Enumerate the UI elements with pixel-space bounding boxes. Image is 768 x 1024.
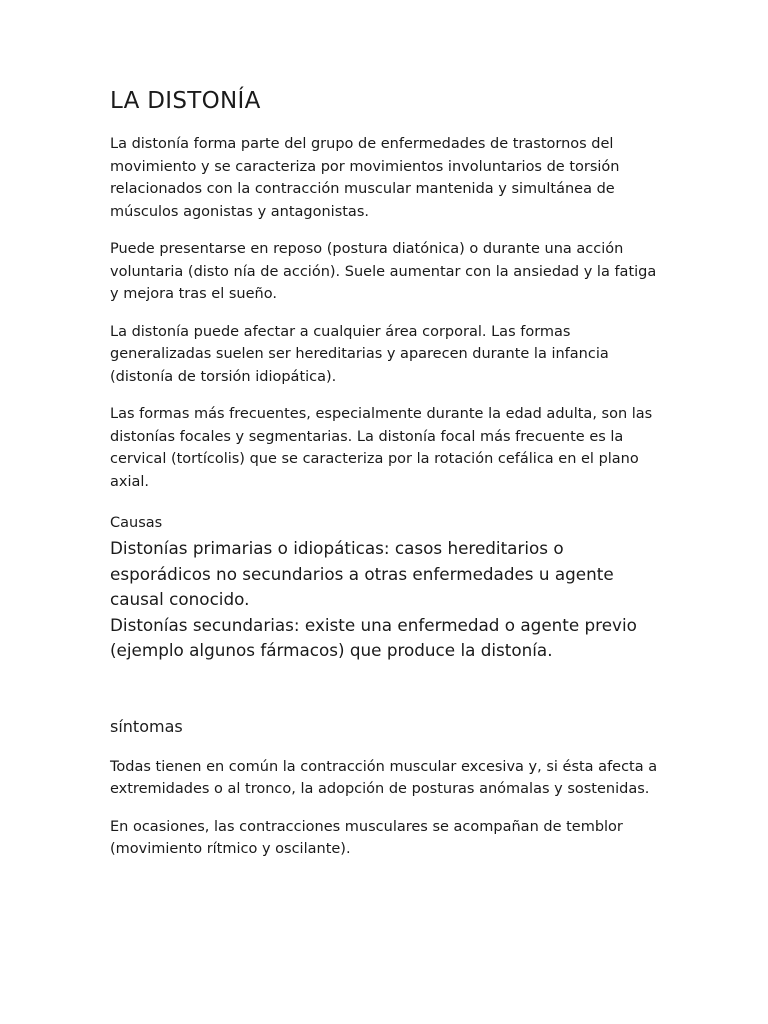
paragraph-presentation: Puede presentarse en reposo (postura diatónica) o durante una acción voluntaria (disto nía de acción). Suele aumentar con la ansiedad y la fatiga y mejora tras el sueño. bbox=[110, 241, 657, 302]
paragraph-sintomas-contraction: Todas tienen en común la contracción muscular excesiva y, si ésta afecta a extremidades o al tronco, la adopción de posturas anómalas y sostenidas. bbox=[110, 758, 658, 797]
paragraph-affected-areas: La distonía puede afectar a cualquier área corporal. Las formas generalizadas suelen ser hereditarias y aparecen durante la infancia (distonía de torsión idiopática). bbox=[110, 323, 609, 385]
document-title: LA DISTONÍA bbox=[110, 88, 261, 114]
causas-list bbox=[110, 536, 668, 664]
paragraph-sintomas-tremor: En ocasiones, las contracciones musculares se acompañan de temblor (movimiento rítmico y oscilante). bbox=[110, 818, 623, 857]
causas-heading: Causas bbox=[110, 515, 163, 531]
causa-item-secondary: Distonías secundarias: existe una enfermedad o agente previo (ejemplo algunos fármacos) que produce la distonía. bbox=[110, 614, 637, 660]
sintomas-heading: síntomas bbox=[110, 716, 183, 736]
paragraph-frequent-forms: Las formas más frecuentes, especialmente durante la edad adulta, son las distonías focales y segmentarias. La distonía focal más frecuente es la cervical (tortícolis) que se caracteriza por la rotación cefálica en el plano axial. bbox=[110, 406, 653, 490]
causa-item-primary: Distonías primarias o idiopáticas: casos hereditarios o esporádicos no secundarios a otras enfermedades u agente causal conocido. bbox=[110, 538, 614, 609]
paragraph-definition: La distonía forma parte del grupo de enfermedades de trastornos del movimiento y se caracteriza por movimientos involuntarios de torsión relacionados con la contracción muscular mantenida y simultánea de músculos agonistas y antagonistas. bbox=[110, 136, 620, 220]
